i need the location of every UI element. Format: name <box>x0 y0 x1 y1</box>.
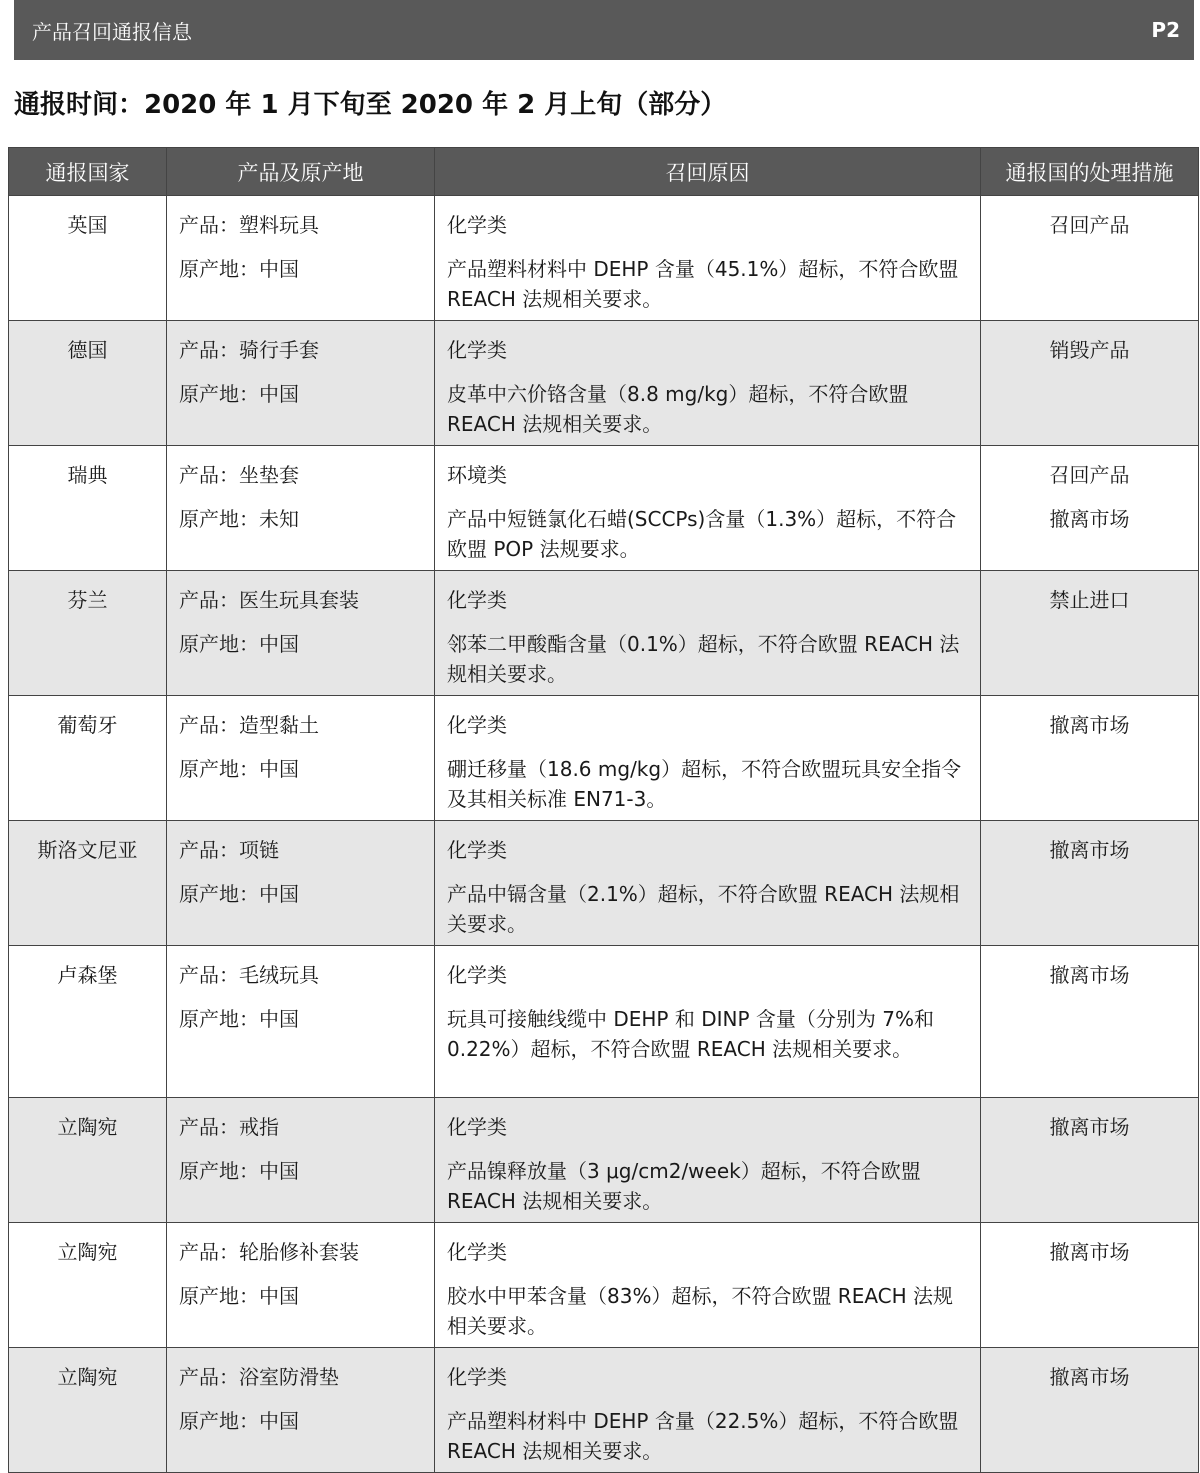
country-name: 芬兰 <box>67 588 108 612</box>
country-name: 英国 <box>67 213 108 237</box>
reason-type: 化学类 <box>447 1240 507 1264</box>
table-row <box>9 1348 1199 1473</box>
action-item: 销毁产品 <box>1049 338 1130 362</box>
country-name: 葡萄牙 <box>57 713 118 737</box>
header-title: 产品召回通报信息 <box>32 19 192 44</box>
action-item: 撤离市场 <box>1049 507 1130 531</box>
product-origin: 原产地：中国 <box>179 1284 299 1308</box>
header-bar <box>14 0 1194 60</box>
country-cell <box>9 946 167 1098</box>
country-name: 瑞典 <box>67 463 108 487</box>
product-cell <box>167 946 435 1098</box>
reason-cell <box>435 571 981 696</box>
product-name: 产品：造型黏土 <box>179 713 319 737</box>
action-item: 撤离市场 <box>1049 1115 1130 1139</box>
product-origin: 原产地：中国 <box>179 882 299 906</box>
action-cell <box>981 946 1199 1098</box>
action-item: 撤离市场 <box>1049 1240 1130 1264</box>
action-cell <box>981 696 1199 821</box>
table-row <box>9 696 1199 821</box>
product-name: 产品：医生玩具套装 <box>179 588 359 612</box>
table-row <box>9 446 1199 571</box>
reason-cell <box>435 321 981 446</box>
country-name: 立陶宛 <box>57 1365 118 1389</box>
reason-detail: 胶水中甲苯含量（83%）超标，不符合欧盟 REACH 法规相关要求。 <box>447 1284 954 1338</box>
reason-type: 化学类 <box>447 338 507 362</box>
product-origin: 原产地：中国 <box>179 257 299 281</box>
country-cell <box>9 196 167 321</box>
product-name: 产品：骑行手套 <box>179 338 319 362</box>
action-cell <box>981 1348 1199 1473</box>
column-header-reason: 召回原因 <box>435 148 981 196</box>
reason-cell <box>435 696 981 821</box>
country-cell <box>9 821 167 946</box>
reason-type: 化学类 <box>447 588 507 612</box>
action-item: 召回产品 <box>1049 463 1130 487</box>
action-item: 撤离市场 <box>1049 963 1130 987</box>
table-row <box>9 946 1199 1098</box>
table-row <box>9 571 1199 696</box>
reason-detail: 产品镍释放量（3 μg/cm2/week）超标，不符合欧盟 REACH 法规相关要求。 <box>447 1159 921 1213</box>
country-cell <box>9 1348 167 1473</box>
reason-cell <box>435 1348 981 1473</box>
product-cell <box>167 1348 435 1473</box>
reason-detail: 硼迁移量（18.6 mg/kg）超标，不符合欧盟玩具安全指令及其相关标准 EN71-3。 <box>447 757 962 811</box>
product-origin: 原产地：中国 <box>179 632 299 656</box>
reason-detail: 皮革中六价铬含量（8.8 mg/kg）超标，不符合欧盟 REACH 法规相关要求。 <box>447 382 909 436</box>
product-cell <box>167 1098 435 1223</box>
action-item: 召回产品 <box>1049 213 1130 237</box>
reason-detail: 产品塑料材料中 DEHP 含量（22.5%）超标，不符合欧盟 REACH 法规相关要求。 <box>447 1409 959 1463</box>
action-item: 撤离市场 <box>1049 713 1130 737</box>
reason-cell <box>435 1098 981 1223</box>
action-item: 撤离市场 <box>1049 1365 1130 1389</box>
country-cell <box>9 1223 167 1348</box>
reason-cell <box>435 446 981 571</box>
table-row <box>9 1223 1199 1348</box>
product-cell <box>167 821 435 946</box>
product-origin: 原产地：中国 <box>179 757 299 781</box>
reason-detail: 产品塑料材料中 DEHP 含量（45.1%）超标，不符合欧盟 REACH 法规相关要求。 <box>447 257 959 311</box>
product-name: 产品：毛绒玩具 <box>179 963 319 987</box>
report-period: 通报时间：2020 年 1 月下旬至 2020 年 2 月上旬（部分） <box>14 90 727 120</box>
product-cell <box>167 1223 435 1348</box>
country-name: 卢森堡 <box>57 963 118 987</box>
reason-type: 环境类 <box>447 463 507 487</box>
country-cell <box>9 696 167 821</box>
product-origin: 原产地：中国 <box>179 1159 299 1183</box>
table-row <box>9 821 1199 946</box>
product-name: 产品：浴室防滑垫 <box>179 1365 339 1389</box>
recall-table <box>8 147 1199 1473</box>
country-cell <box>9 446 167 571</box>
table-row <box>9 1098 1199 1223</box>
column-header-product: 产品及原产地 <box>167 148 435 196</box>
reason-type: 化学类 <box>447 838 507 862</box>
reason-type: 化学类 <box>447 963 507 987</box>
product-origin: 原产地：中国 <box>179 1409 299 1433</box>
product-origin: 原产地：未知 <box>179 507 299 531</box>
product-origin: 原产地：中国 <box>179 382 299 406</box>
country-cell <box>9 321 167 446</box>
product-origin: 原产地：中国 <box>179 1007 299 1031</box>
country-name: 立陶宛 <box>57 1115 118 1139</box>
reason-cell <box>435 821 981 946</box>
action-cell <box>981 1098 1199 1223</box>
action-cell <box>981 446 1199 571</box>
action-cell <box>981 821 1199 946</box>
table-row <box>9 196 1199 321</box>
country-name: 斯洛文尼亚 <box>37 838 138 862</box>
reason-cell <box>435 1223 981 1348</box>
action-cell <box>981 1223 1199 1348</box>
product-name: 产品：坐垫套 <box>179 463 299 487</box>
reason-cell <box>435 196 981 321</box>
country-name: 立陶宛 <box>57 1240 118 1264</box>
country-cell <box>9 571 167 696</box>
reason-type: 化学类 <box>447 713 507 737</box>
product-name: 产品：戒指 <box>179 1115 279 1139</box>
product-cell <box>167 571 435 696</box>
reason-detail: 玩具可接触线缆中 DEHP 和 DINP 含量（分别为 7%和 0.22%）超标，不符合欧盟 REACH 法规相关要求。 <box>447 1007 934 1061</box>
action-cell <box>981 196 1199 321</box>
action-cell <box>981 571 1199 696</box>
reason-type: 化学类 <box>447 1365 507 1389</box>
product-name: 产品：轮胎修补套装 <box>179 1240 359 1264</box>
country-cell <box>9 1098 167 1223</box>
action-item: 撤离市场 <box>1049 838 1130 862</box>
reason-detail: 产品中短链氯化石蜡(SCCPs)含量（1.3%）超标，不符合欧盟 POP 法规要求。 <box>447 507 957 561</box>
page-number: P2 <box>1151 18 1180 42</box>
table-header-row <box>9 148 1199 196</box>
product-cell <box>167 446 435 571</box>
product-cell <box>167 321 435 446</box>
reason-detail: 邻苯二甲酸酯含量（0.1%）超标，不符合欧盟 REACH 法规相关要求。 <box>447 632 960 686</box>
reason-type: 化学类 <box>447 1115 507 1139</box>
column-header-action: 通报国的处理措施 <box>981 148 1199 196</box>
product-cell <box>167 696 435 821</box>
product-cell <box>167 196 435 321</box>
action-cell <box>981 321 1199 446</box>
product-name: 产品：塑料玩具 <box>179 213 319 237</box>
column-header-country: 通报国家 <box>9 148 167 196</box>
reason-cell <box>435 946 981 1098</box>
product-name: 产品：项链 <box>179 838 279 862</box>
table-body <box>9 196 1199 1473</box>
table-row <box>9 321 1199 446</box>
reason-type: 化学类 <box>447 213 507 237</box>
action-item: 禁止进口 <box>1049 588 1130 612</box>
country-name: 德国 <box>67 338 108 362</box>
reason-detail: 产品中镉含量（2.1%）超标，不符合欧盟 REACH 法规相关要求。 <box>447 882 960 936</box>
